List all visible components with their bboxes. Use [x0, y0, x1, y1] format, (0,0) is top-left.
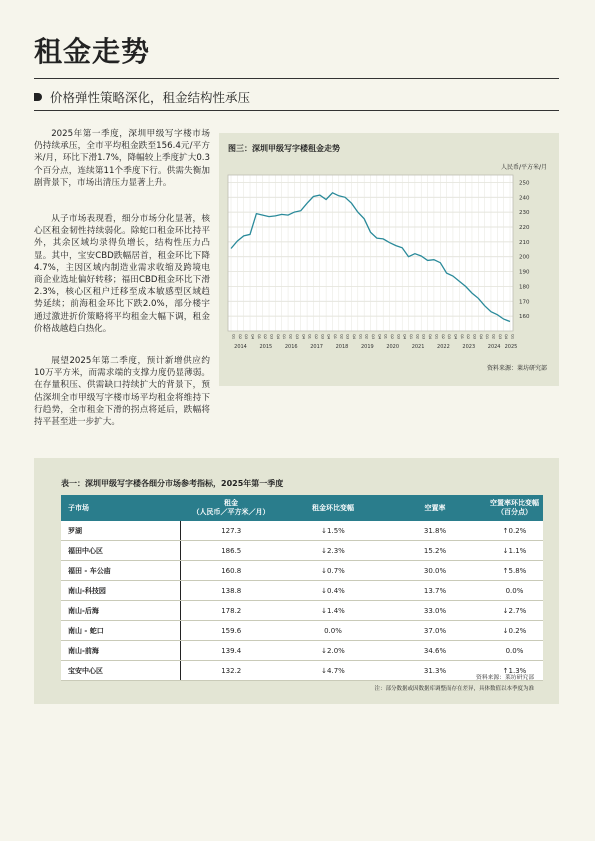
- vacancy-cell: 33.0%: [384, 601, 486, 621]
- vacancy-cell: 15.2%: [384, 541, 486, 561]
- x-tick-quarter-label: Q3: [396, 333, 401, 340]
- submarket-cell: 南山-科技园: [61, 581, 180, 601]
- x-tick-quarter-label: Q1: [409, 334, 413, 340]
- table-row: [61, 601, 543, 621]
- y-tick-label: 250: [519, 180, 530, 187]
- subtitle-divider: [34, 110, 559, 111]
- x-tick-quarter-label: Q1: [307, 333, 312, 340]
- rent-change-cell: 0.0%: [282, 621, 384, 641]
- page-title: 租金走势: [34, 35, 151, 68]
- rent-cell: 127.3: [180, 521, 282, 541]
- x-tick-quarter-label: Q4: [377, 334, 382, 340]
- x-tick-quarter-label: Q4: [428, 333, 433, 340]
- x-tick-year-label: 2019: [360, 344, 374, 350]
- x-tick-quarter-label: Q2: [364, 333, 369, 340]
- submarket-table-panel: [34, 458, 559, 704]
- table-row: [61, 581, 543, 601]
- submarket-cell: 南山 - 蛇口: [61, 621, 180, 641]
- rent-trend-chart: [219, 133, 559, 386]
- x-tick-quarter-label: Q1: [282, 334, 287, 340]
- bullet-icon: [34, 93, 42, 101]
- x-tick-quarter-label: Q1: [510, 334, 515, 340]
- paragraph-3: 展望2025年第二季度，预计新增供应约10万平方米，而需求端的支撑力度仍显薄弱。在存量积压、供需缺口持续扩大的背景下，预估深圳全市甲级写字楼市场平均租金将维持下行趋势，全市租金下滑的拐点将延后，跌幅将持平甚至进一步扩大。: [34, 356, 210, 428]
- x-tick-year-label: 2014: [234, 344, 247, 350]
- submarket-cell: 福田 - 车公庙: [61, 561, 180, 581]
- paragraph-2: 从子市场表现看，细分市场分化显著，核心区租金韧性持续弱化。除蛇口租金环比持平外，其余区域均录得负增长，结构性压力凸显。其中，宝安CBD跌幅居首，租金环比下降4.7%，主因区域内制造业需求收缩及跨境电商企业选址偏好转移；福田CBD租金环比下滑2.3%，核心区租户迁移至成本敏感型区域趋势延续；前海租金环比下跌2.0%，部分楼宇通过激进折价策略将平均租金大幅下调，租金价格战越趋白热化。: [34, 214, 210, 334]
- x-tick-year-label: 2017: [310, 344, 323, 350]
- vacancy-change-cell: 0.0%: [486, 641, 543, 661]
- vacancy-change-cell: ↓2.7%: [486, 601, 543, 621]
- rent-cell: 160.8: [180, 561, 282, 581]
- x-tick-quarter-label: Q3: [371, 334, 375, 340]
- x-tick-year-label: 2021: [411, 344, 425, 350]
- vacancy-cell: 31.3%: [384, 661, 486, 681]
- rent-change-cell: ↓1.4%: [282, 601, 384, 621]
- paragraph-1: 2025年第一季度，深圳甲级写字楼市场仍持续承压，全市平均租金跌至156.4元/平方米/月，环比下滑1.7%，降幅较上季度扩大0.3个百分点，连续第11个季度下行。供需失衡加剧背景下，市场出清压力显著上升。: [34, 129, 210, 188]
- table-header-row: [61, 495, 543, 521]
- x-tick-quarter-label: Q3: [345, 334, 350, 340]
- x-tick-quarter-label: Q2: [339, 333, 344, 340]
- x-tick-year-label: 2020: [386, 344, 400, 350]
- x-tick-quarter-label: Q3: [421, 334, 426, 340]
- x-tick-quarter-label: Q3: [447, 333, 452, 340]
- x-tick-quarter-label: Q3: [269, 334, 274, 340]
- section-subtitle: [34, 88, 250, 106]
- title-divider: [34, 78, 559, 79]
- header-submarket: 子市场: [61, 495, 180, 521]
- x-tick-quarter-label: Q4: [504, 333, 509, 340]
- y-tick-label: 180: [519, 284, 530, 291]
- submarket-cell: 罗湖: [61, 521, 180, 541]
- rent-change-cell: ↓0.4%: [282, 581, 384, 601]
- chart-title: 图三：深圳甲级写字楼租金走势: [228, 144, 340, 153]
- x-tick-quarter-label: Q3: [244, 333, 249, 340]
- table-note: 注：部分数据或因数据库调整而存在差异，具体数值以本季度为准: [374, 686, 534, 692]
- header-rent-change: 租金环比变幅: [282, 495, 384, 521]
- x-tick-quarter-label: Q3: [497, 334, 502, 340]
- x-tick-quarter-label: Q2: [237, 334, 242, 340]
- x-tick-quarter-label: Q3: [320, 333, 325, 340]
- rent-change-cell: ↓4.7%: [282, 661, 384, 681]
- x-tick-quarter-label: Q2: [440, 333, 445, 340]
- rent-change-cell: ↓1.5%: [282, 521, 384, 541]
- x-tick-quarter-label: Q1: [231, 334, 236, 340]
- x-tick-quarter-label: Q1: [333, 333, 337, 340]
- rent-change-cell: ↓2.3%: [282, 541, 384, 561]
- x-tick-year-label: 2016: [284, 344, 298, 350]
- x-tick-quarter-label: Q2: [466, 334, 471, 340]
- y-tick-label: 190: [519, 269, 530, 276]
- chart-unit-label: 人民币/平方米/月: [500, 164, 547, 171]
- x-tick-year-label: 2015: [259, 344, 273, 350]
- x-tick-quarter-label: Q1: [485, 334, 490, 340]
- table-row: [61, 561, 543, 581]
- y-tick-label: 170: [519, 299, 530, 306]
- x-tick-quarter-label: Q4: [275, 333, 280, 340]
- vacancy-change-cell: ↑1.3%: [486, 661, 543, 681]
- vacancy-change-cell: ↑0.2%: [486, 521, 543, 541]
- x-tick-quarter-label: Q2: [415, 333, 420, 340]
- submarket-cell: 福田中心区: [61, 541, 180, 561]
- vacancy-change-cell: 0.0%: [486, 581, 543, 601]
- x-tick-year-label: 2023: [462, 344, 476, 350]
- vacancy-cell: 31.8%: [384, 521, 486, 541]
- x-tick-quarter-label: Q4: [453, 334, 458, 340]
- y-tick-label: 230: [519, 210, 530, 217]
- vacancy-change-cell: ↓1.1%: [486, 541, 543, 561]
- rent-cell: 139.4: [180, 641, 282, 661]
- y-tick-label: 200: [519, 254, 530, 261]
- x-tick-quarter-label: Q1: [358, 334, 363, 340]
- table-title: 表一：深圳甲级写字楼各细分市场参考指标，2025年第一季度: [61, 479, 284, 488]
- vacancy-change-cell: ↓0.2%: [486, 621, 543, 641]
- x-tick-quarter-label: Q4: [250, 334, 255, 340]
- table-source: 资料来源：莱坊研究部: [476, 675, 534, 681]
- x-tick-quarter-label: Q2: [313, 334, 318, 340]
- y-tick-label: 160: [519, 314, 530, 321]
- x-tick-year-label: 2018: [335, 344, 349, 350]
- rent-change-cell: ↓2.0%: [282, 641, 384, 661]
- rent-cell: 132.2: [180, 661, 282, 681]
- chart-plot: [219, 133, 559, 386]
- y-tick-label: 220: [519, 225, 530, 231]
- x-tick-year-label: 2025: [504, 344, 518, 350]
- submarket-table: [61, 495, 543, 681]
- x-tick-quarter-label: Q1: [256, 333, 261, 340]
- table-row: [61, 661, 543, 681]
- x-tick-quarter-label: Q4: [326, 334, 331, 340]
- rent-cell: 159.6: [180, 621, 282, 641]
- x-tick-quarter-label: Q1: [434, 334, 439, 340]
- header-vacancy-change: 空置率环比变幅 （百分点）: [486, 495, 543, 521]
- vacancy-change-cell: ↑5.8%: [486, 561, 543, 581]
- x-tick-quarter-label: Q4: [352, 333, 356, 340]
- table-row: [61, 541, 543, 561]
- y-tick-label: 240: [519, 195, 530, 202]
- subtitle-text: 价格弹性策略深化，租金结构性承压: [50, 90, 251, 105]
- rent-cell: 178.2: [180, 601, 282, 621]
- vacancy-cell: 34.6%: [384, 641, 486, 661]
- x-tick-quarter-label: Q2: [390, 334, 394, 340]
- x-tick-quarter-label: Q3: [294, 334, 299, 340]
- rent-cell: 138.8: [180, 581, 282, 601]
- rent-change-cell: ↓0.7%: [282, 561, 384, 581]
- chart-source: 资料来源：莱坊研究部: [486, 365, 547, 372]
- x-tick-quarter-label: Q1: [383, 333, 388, 340]
- vacancy-cell: 37.0%: [384, 621, 486, 641]
- x-tick-quarter-label: Q2: [288, 333, 293, 340]
- table-row: [61, 621, 543, 641]
- submarket-cell: 南山-前海: [61, 641, 180, 661]
- x-tick-year-label: 2022: [437, 344, 450, 350]
- table-row: [61, 521, 543, 541]
- header-vacancy: 空置率: [384, 495, 486, 521]
- x-tick-quarter-label: Q3: [472, 333, 477, 340]
- submarket-cell: 南山-后海: [61, 601, 180, 621]
- x-tick-quarter-label: Q1: [459, 333, 464, 340]
- vacancy-cell: 13.7%: [384, 581, 486, 601]
- submarket-cell: 宝安中心区: [61, 661, 180, 681]
- header-rent: 租金 （人民币／平方米／月）: [180, 495, 282, 521]
- x-tick-year-label: 2024: [487, 344, 501, 350]
- x-tick-quarter-label: Q2: [491, 333, 496, 340]
- x-tick-quarter-label: Q4: [301, 333, 306, 340]
- table-row: [61, 641, 543, 661]
- rent-cell: 186.5: [180, 541, 282, 561]
- x-tick-quarter-label: Q2: [263, 334, 268, 340]
- x-tick-quarter-label: Q4: [402, 334, 407, 340]
- x-tick-quarter-label: Q4: [478, 333, 483, 340]
- vacancy-cell: 30.0%: [384, 561, 486, 581]
- y-tick-label: 210: [519, 239, 530, 246]
